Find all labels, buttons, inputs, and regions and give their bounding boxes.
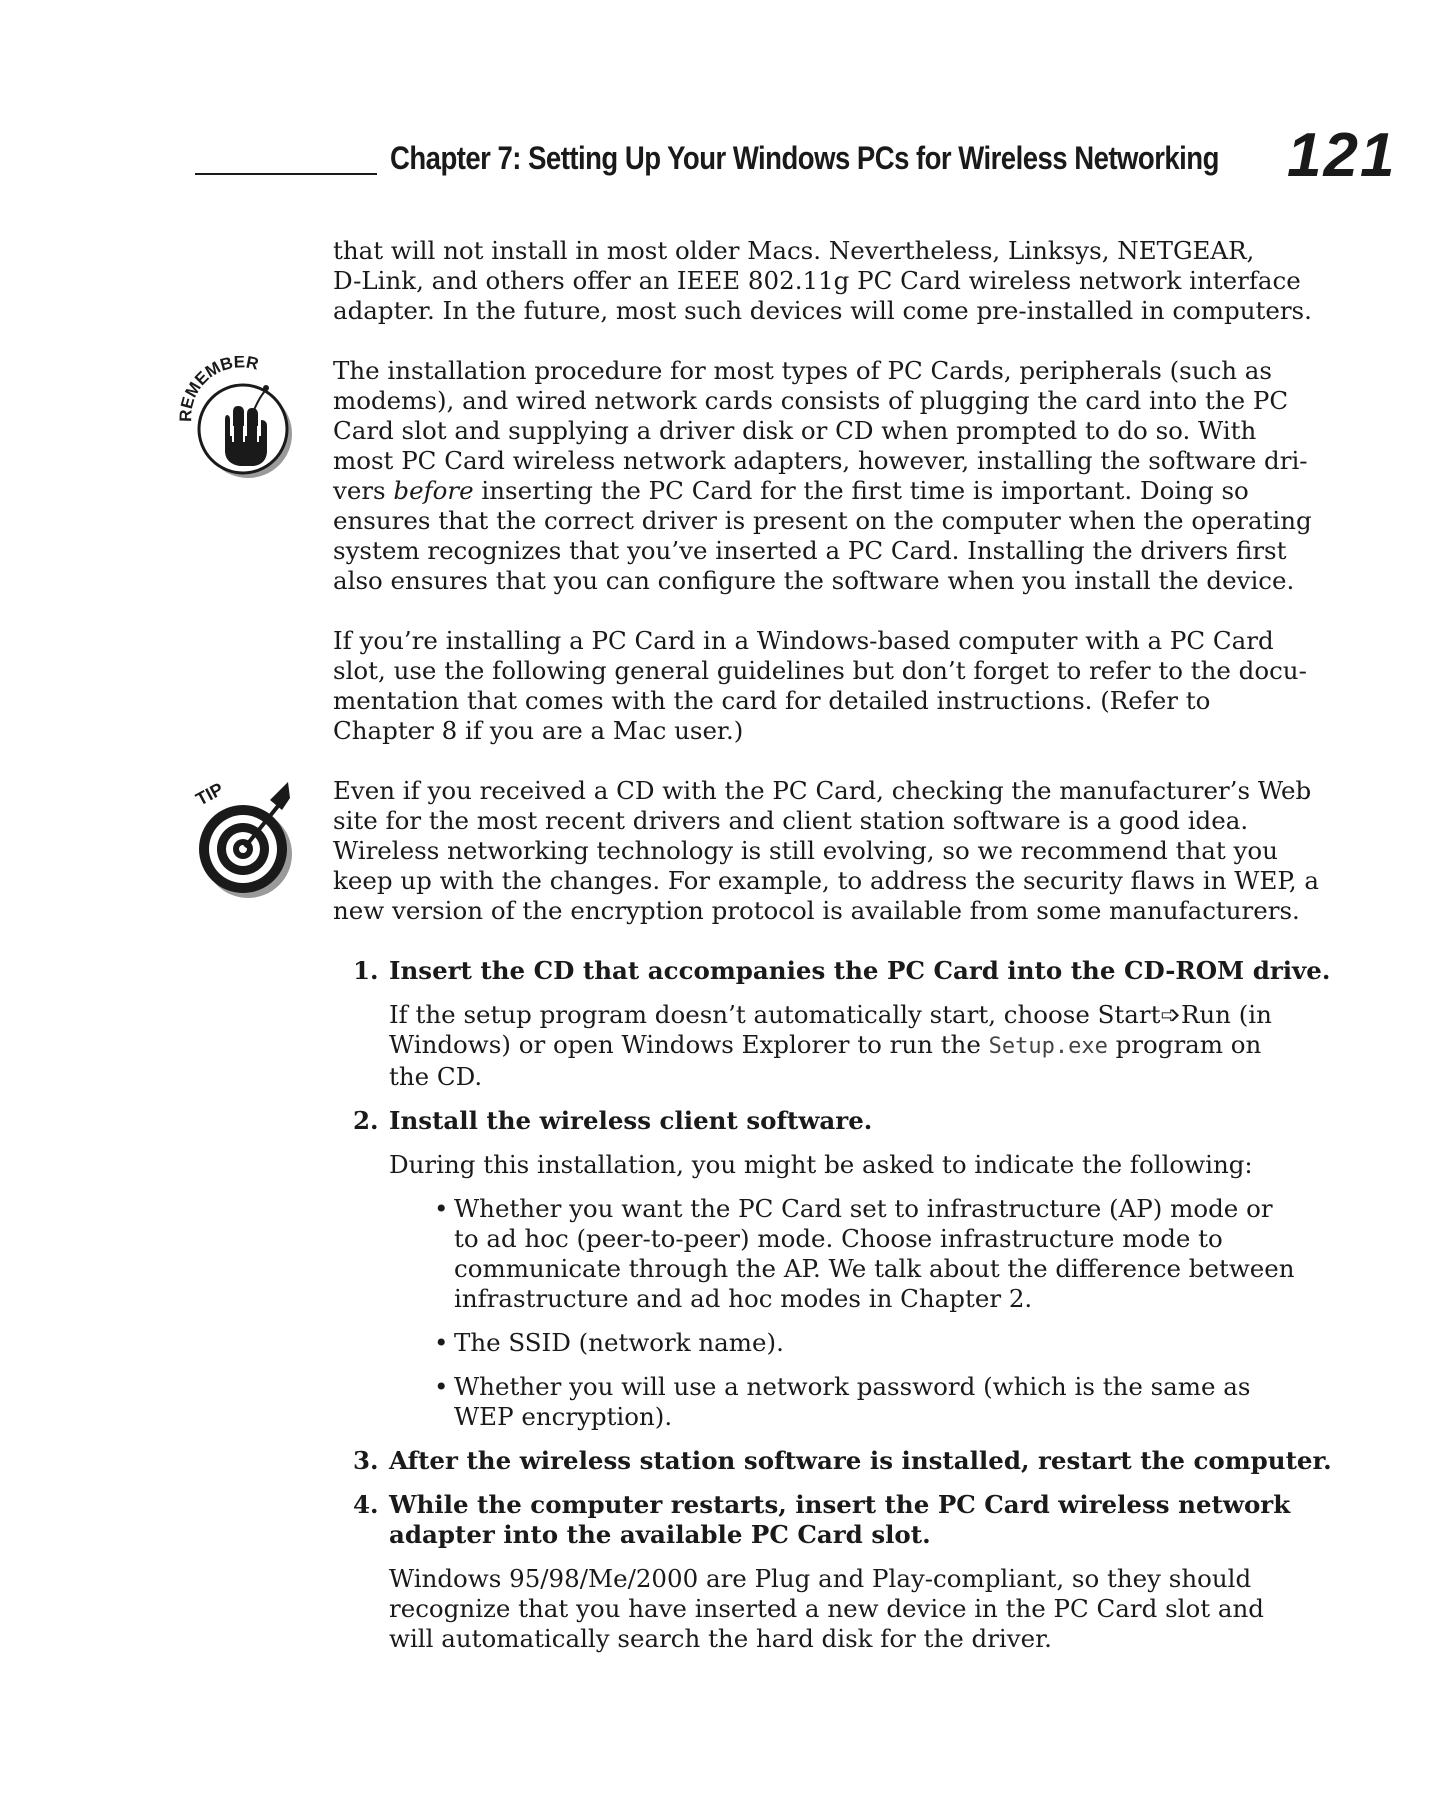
- remember-hand-icon: [170, 356, 300, 486]
- text-line: If the setup program doesn’t automatically start, choose Start➩Run (in: [389, 1000, 1272, 1029]
- text-line: slot, use the following general guidelines but don’t forget to refer to the docu-: [333, 656, 1307, 685]
- text-line: the CD.: [389, 1062, 483, 1091]
- step-description: [389, 1564, 1264, 1654]
- step-heading: [389, 1446, 1332, 1476]
- text-line: While the computer restarts, insert the PC Card wireless network: [389, 1490, 1291, 1519]
- text-line: During this installation, you might be asked to indicate the following:: [389, 1150, 1253, 1179]
- remember-label: REMEMBER: [176, 356, 261, 423]
- text-line: adapter. In the future, most such devices will come pre-installed in computers.: [333, 296, 1312, 325]
- text-line: ensures that the correct driver is present on the computer when the operating: [333, 506, 1312, 535]
- text-line: The installation procedure for most types of PC Cards, peripherals (such as: [333, 356, 1272, 385]
- paragraph-intro: [333, 236, 1312, 326]
- text-line: communicate through the AP. We talk about the difference between: [454, 1254, 1295, 1283]
- text-line: [333, 476, 1253, 506]
- step-heading: [389, 1106, 1253, 1136]
- text-line: • The SSID (network name).: [454, 1328, 784, 1357]
- tip-label: TIP: [192, 778, 227, 810]
- text-line: • Whether you want the PC Card set to infrastructure (AP) mode or: [454, 1194, 1273, 1223]
- paragraph-tip: [333, 776, 1320, 926]
- text-line: new version of the encryption protocol is available from some manufacturers.: [333, 896, 1300, 925]
- header-rule: [195, 173, 377, 175]
- steps-list: [333, 956, 1332, 1654]
- page-body: [333, 236, 1332, 1668]
- text-line: infrastructure and ad hoc modes in Chapter 2.: [454, 1284, 1033, 1313]
- text-fragment: vers: [333, 476, 394, 505]
- text-line: WEP encryption).: [454, 1402, 673, 1431]
- text-line: Card slot and supplying a driver disk or CD when prompted to do so. With: [333, 416, 1257, 445]
- text-line: Insert the CD that accompanies the PC Card into the CD-ROM drive.: [389, 956, 1331, 985]
- step-1: [353, 956, 1331, 1092]
- text-line: mentation that comes with the card for detailed instructions. (Refer to: [333, 686, 1211, 715]
- text-line: will automatically search the hard disk for the driver.: [389, 1624, 1052, 1653]
- text-line: [389, 1030, 1262, 1062]
- step-number: 4.: [353, 1490, 379, 1519]
- text-line: Install the wireless client software.: [389, 1106, 873, 1135]
- bullet-item: [454, 1328, 1253, 1358]
- chapter-title: Chapter 7: Setting Up Your Windows PCs for Wireless Networking: [390, 140, 1219, 176]
- text-line: also ensures that you can configure the software when you install the device.: [333, 566, 1295, 595]
- step-number: 3.: [353, 1446, 379, 1475]
- running-header: [0, 110, 1434, 190]
- text-line: site for the most recent drivers and client station software is a good idea.: [333, 806, 1249, 835]
- text-line: keep up with the changes. For example, to address the security flaws in WEP, a: [333, 866, 1320, 895]
- text-fragment: Windows) or open Windows Explorer to run the: [389, 1030, 989, 1059]
- text-line: most PC Card wireless network adapters, however, installing the software dri-: [333, 446, 1308, 475]
- bullet-item: [454, 1372, 1253, 1432]
- text-fragment: program on: [1107, 1030, 1262, 1059]
- step-4: [353, 1490, 1291, 1654]
- step-number: 1.: [353, 956, 379, 985]
- bullet-item: [454, 1194, 1295, 1314]
- text-line: Chapter 8 if you are a Mac user.): [333, 716, 744, 745]
- text-line: adapter into the available PC Card slot.: [389, 1520, 931, 1549]
- code-setup-exe: Setup.exe: [988, 1034, 1108, 1059]
- paragraph-remember: [333, 356, 1312, 596]
- text-line: recognize that you have inserted a new device in the PC Card slot and: [389, 1594, 1264, 1623]
- text-line: Even if you received a CD with the PC Card, checking the manufacturer’s Web: [333, 776, 1312, 805]
- text-line: to ad hoc (peer-to-peer) mode. Choose infrastructure mode to: [454, 1224, 1223, 1253]
- text-line: Wireless networking technology is still evolving, so we recommend that you: [333, 836, 1278, 865]
- page-number: 121: [1287, 121, 1397, 190]
- text-line: D-Link, and others offer an IEEE 802.11g PC Card wireless network interface: [333, 266, 1301, 295]
- paragraph-guidelines: [333, 626, 1307, 746]
- text-line: After the wireless station software is installed, restart the computer.: [389, 1446, 1332, 1475]
- step-number: 2.: [353, 1106, 379, 1135]
- step-description: [389, 1000, 1272, 1092]
- bullet-list: [389, 1194, 1295, 1432]
- text-line: If you’re installing a PC Card in a Windows-based computer with a PC Card: [333, 626, 1274, 655]
- text-line: system recognizes that you’ve inserted a PC Card. Installing the drivers first: [333, 536, 1287, 565]
- text-fragment: inserting the PC Card for the first time is important. Doing so: [473, 476, 1249, 505]
- text-line: modems), and wired network cards consists of plugging the card into the PC: [333, 386, 1289, 415]
- text-line: that will not install in most older Macs. Nevertheless, Linksys, NETGEAR,: [333, 236, 1255, 265]
- text-line: • Whether you will use a network password (which is the same as: [454, 1372, 1251, 1401]
- emphasis-before: before: [393, 476, 474, 505]
- step-heading: [389, 1490, 1291, 1550]
- tip-target-icon: [170, 770, 300, 900]
- step-3: [353, 1446, 1332, 1476]
- step-heading: [389, 956, 1331, 986]
- step-2: [353, 1106, 1295, 1432]
- text-line: Windows 95/98/Me/2000 are Plug and Play-compliant, so they should: [389, 1564, 1252, 1593]
- step-description: [389, 1150, 1253, 1180]
